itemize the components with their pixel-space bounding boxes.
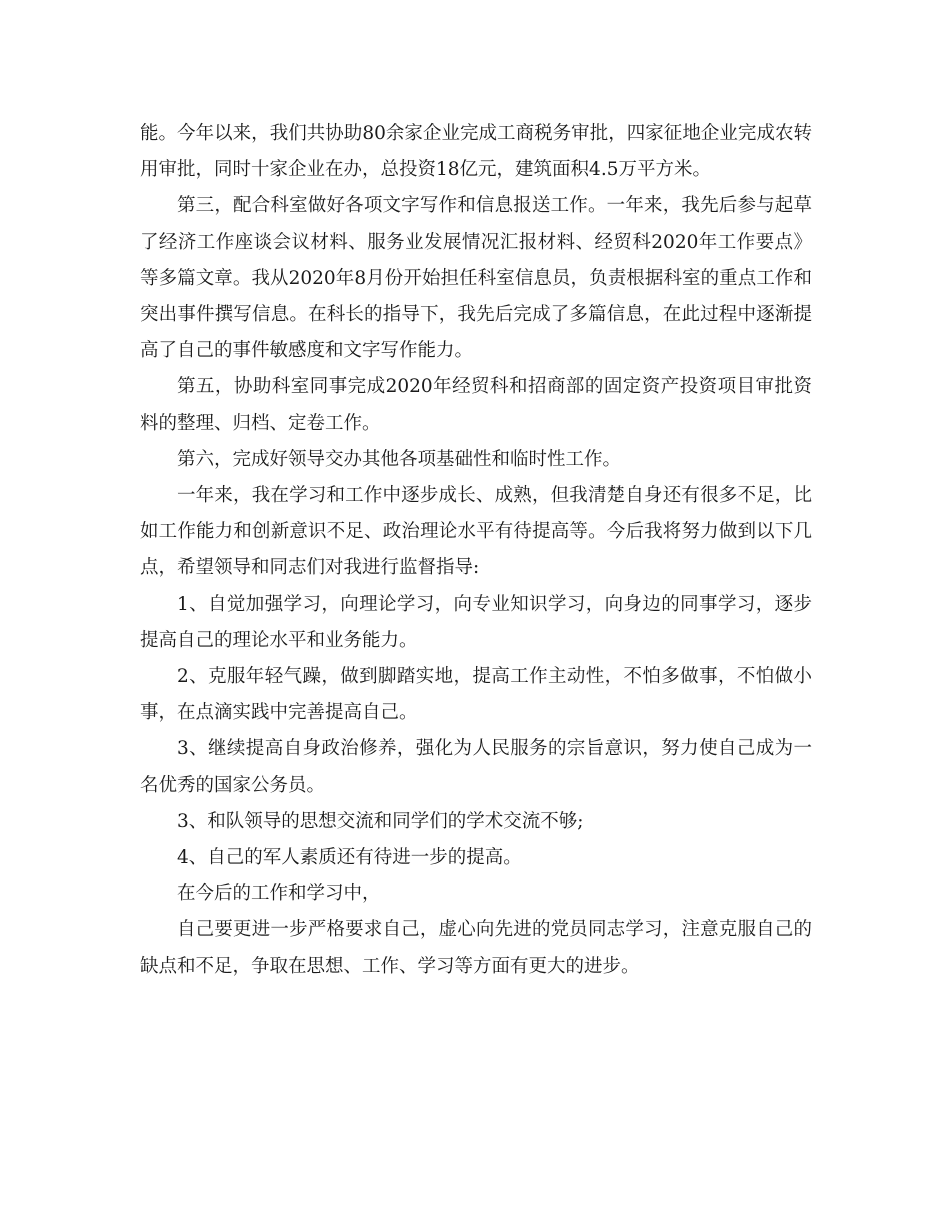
- document-body: [140, 116, 812, 985]
- paragraph-shortcoming-3: 3、和队领导的思想交流和同学们的学术交流不够;: [177, 810, 584, 832]
- paragraph-sixth-item: 第六，完成好领导交办其他各项基础性和临时性工作。: [177, 448, 622, 470]
- paragraph-plan-1: 1、自觉加强学习，向理论学习，向专业知识学习，向身边的同事学习，逐步提高自己的理论水平和业务能力。: [140, 593, 812, 651]
- paragraph-future-commitment: 自己要更进一步严格要求自己，虚心向先进的党员同志学习，注意克服自己的缺点和不足，争取在思想、工作、学习等方面有更大的进步。: [140, 919, 812, 977]
- paragraph-plan-2: 2、克服年轻气躁，做到脚踏实地，提高工作主动性，不怕多做事，不怕做小事，在点滴实践中完善提高自己。: [140, 666, 812, 724]
- paragraph-shortcoming-4: 4、自己的军人素质还有待进一步的提高。: [177, 847, 522, 869]
- paragraph-third-item: 第三，配合科室做好各项文字写作和信息报送工作。一年来，我先后参与起草了经济工作座谈会议材料、服务业发展情况汇报材料、经贸科2020年工作要点》等多篇文章。我从2020年8月份开始担任科室信息员，负责根据科室的重点工作和突出事件撰写信息。在科长的指导下，我先后完成了多篇信息，在此过程中逐渐提高了自己的事件敏感度和文字写作能力。: [140, 195, 812, 362]
- paragraph-future-intro: 在今后的工作和学习中，: [177, 883, 381, 905]
- paragraph-continuation: 能。今年以来，我们共协助80余家企业完成工商税务审批，四家征地企业完成农转用审批，同时十家企业在办，总投资18亿元，建筑面积4.5万平方米。: [140, 123, 812, 181]
- paragraph-plan-3: 3、继续提高自身政治修养，强化为人民服务的宗旨意识，努力使自己成为一名优秀的国家公务员。: [140, 738, 812, 796]
- paragraph-fifth-item: 第五，协助科室同事完成2020年经贸科和招商部的固定资产投资项目审批资料的整理、归档、定卷工作。: [140, 376, 812, 434]
- paragraph-self-assessment: 一年来，我在学习和工作中逐步成长、成熟，但我清楚自身还有很多不足，比如工作能力和创新意识不足、政治理论水平有待提高等。今后我将努力做到以下几点，希望领导和同志们对我进行监督指导:: [140, 485, 812, 579]
